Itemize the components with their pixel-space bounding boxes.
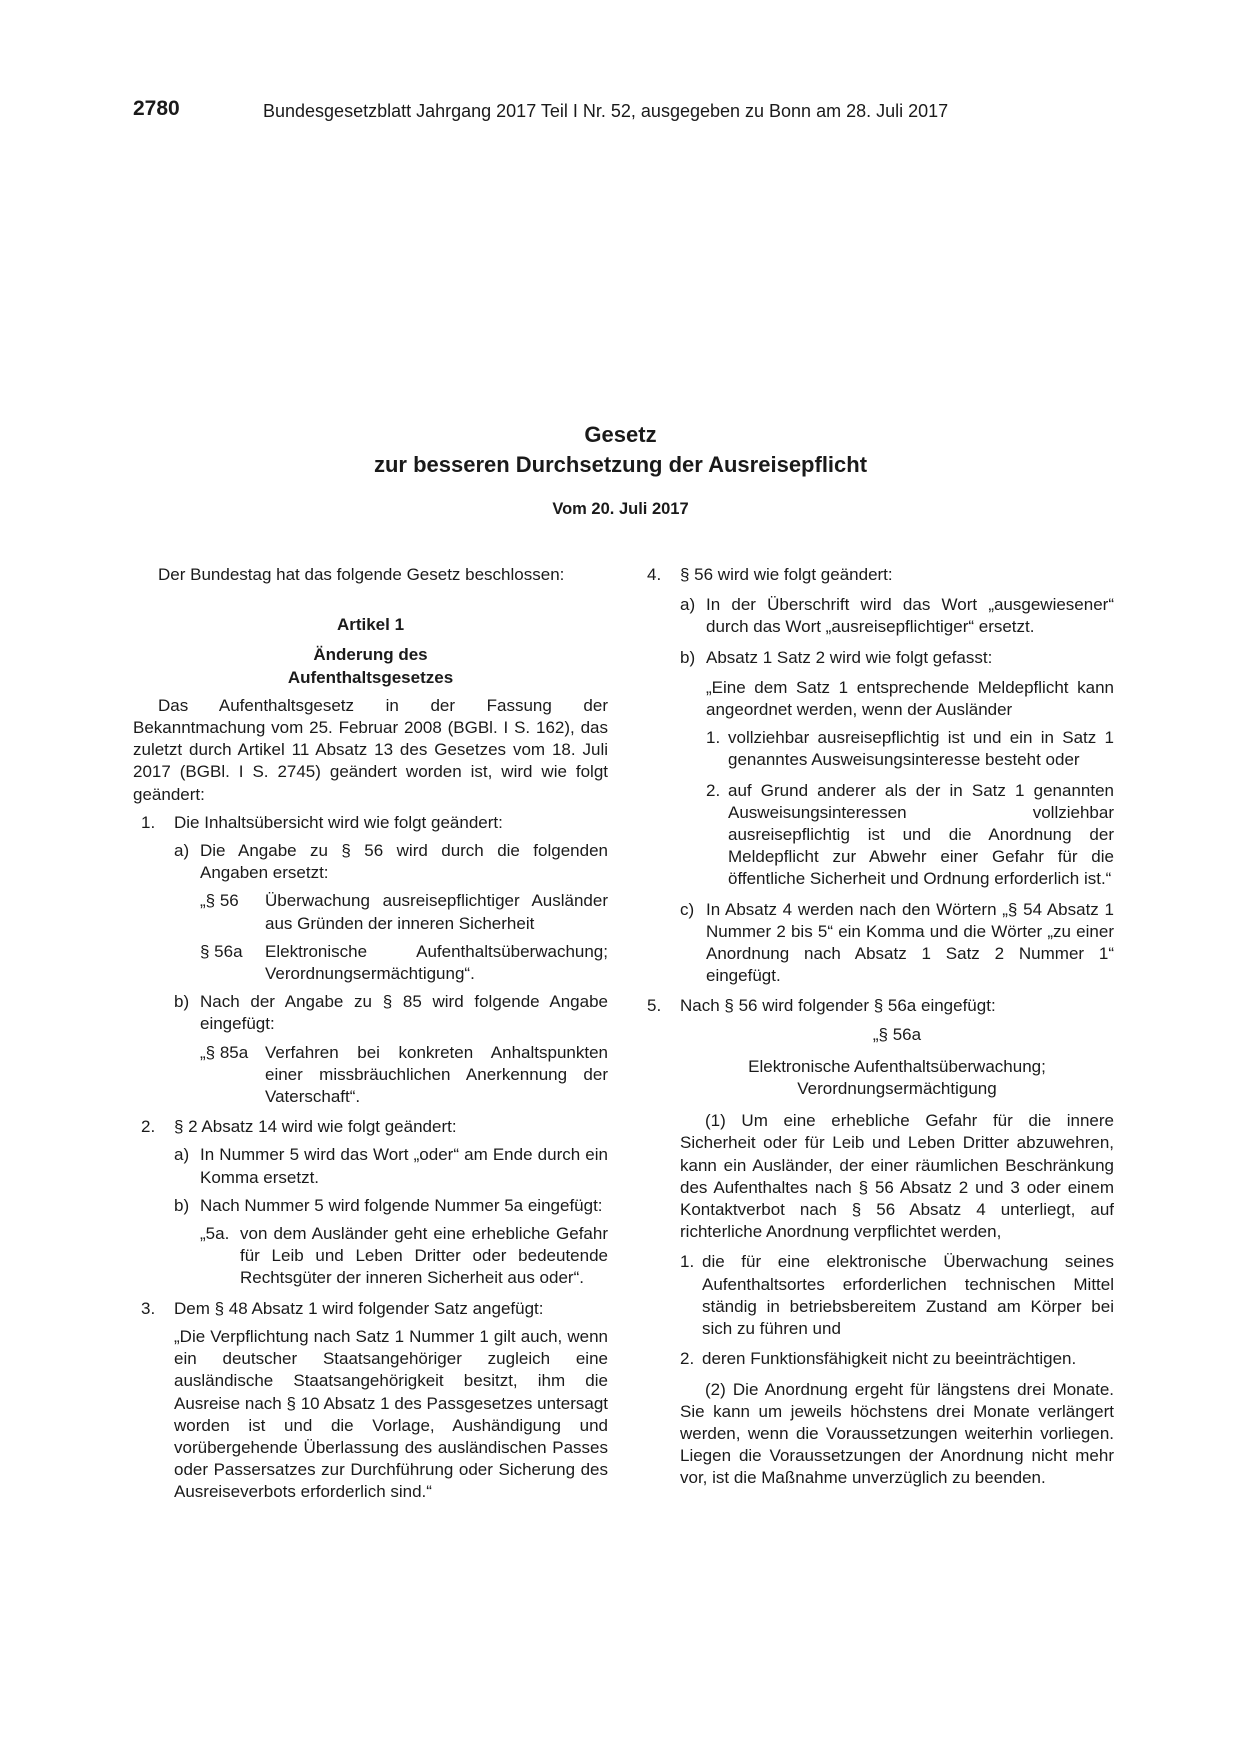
quote-item-1	[639, 727, 1114, 771]
quote-56-abs1: „Eine dem Satz 1 entsprechende Meldepflicht kann angeordnet werden, wenn der Ausländer	[706, 677, 1114, 720]
list-item-1	[133, 812, 608, 834]
left-column	[133, 564, 608, 1504]
item-letter: a)	[174, 1145, 190, 1165]
item-text: deren Funktionsfähigkeit nicht zu beeinträchtigen.	[702, 1349, 1077, 1369]
document-date: Vom 20. Juli 2017	[552, 500, 689, 518]
item-number: 1.	[680, 1252, 695, 1272]
paragraph-item-2	[680, 1348, 1114, 1370]
section-56a	[639, 1024, 1114, 1490]
list-item-2	[133, 1116, 608, 1138]
item-number: 2.	[141, 1117, 156, 1137]
quote-56a	[133, 941, 608, 985]
quote-label: § 56a	[200, 941, 243, 961]
right-column	[639, 564, 1114, 1490]
quote-48: „Die Verpflichtung nach Satz 1 Nummer 1 gilt auch, wenn ein deutscher Staatsangehöriger zugleich eine ausländische Staatsangehörigkeit besitzt, ihm die Ausreise nach § 10 Absatz 1 des Passgesetzes untersagt worden ist und die Vorlage, Aushändigung und vorübergehende Überlassung des ausländischen Passes oder Passersatzes zur Durchführung oder Sicherung des Ausreiseverbots erforderlich sind.“	[174, 1326, 608, 1502]
item-text: Nach § 56 wird folgender § 56a eingefügt:	[680, 996, 996, 1016]
section-heading: „§ 56a	[872, 1024, 922, 1044]
item-text: § 56 wird wie folgt geändert:	[680, 565, 893, 584]
quote-label: „§ 56	[200, 891, 239, 911]
paragraph-abs2: (2) Die Anordnung ergeht für längstens drei Monate. Sie kann um jeweils höchstens drei Monate verlängert werden, wenn die Voraussetzungen weiterhin vorliegen. Liegen die Voraussetzungen der Anordnung nicht mehr vor, ist die Maßnahme unverzüglich zu beenden.	[680, 1379, 1114, 1488]
item-text: Die Angabe zu § 56 wird durch die folgenden Angaben ersetzt:	[200, 841, 608, 883]
article-title-2: Aufenthaltsgesetzes	[287, 667, 454, 687]
item-text: § 2 Absatz 14 wird wie folgt geändert:	[174, 1117, 457, 1137]
item-text: vollziehbar ausreisepflichtig ist und ein in Satz 1 genanntes Ausweisungsinteresse besteht oder	[728, 728, 1114, 770]
list-item-1a	[133, 840, 608, 884]
preamble: Der Bundestag hat das folgende Gesetz beschlossen:	[158, 565, 565, 584]
item-letter: b)	[174, 1195, 190, 1215]
item-letter: c)	[680, 899, 695, 919]
item-text: In Absatz 4 werden nach den Wörtern „§ 54 Absatz 1 Nummer 2 bis 5“ ein Komma und die Wörter „zu einer Anordnung nach Absatz 1 Satz 2 Nummer 1“ eingefügt.	[706, 899, 1114, 986]
quote-5a	[133, 1223, 608, 1290]
quote-text: Elektronische Aufenthaltsüberwachung; Verordnungsermächtigung“.	[265, 941, 608, 984]
running-title: Bundesgesetzblatt Jahrgang 2017 Teil I Nr. 52, ausgegeben zu Bonn am 28. Juli 2017	[263, 101, 949, 121]
article-label: Artikel 1	[336, 615, 405, 635]
quote-56	[133, 890, 608, 934]
item-text: In Nummer 5 wird das Wort „oder“ am Ende durch ein Komma ersetzt.	[200, 1145, 608, 1187]
item-number: 4.	[647, 565, 662, 584]
paragraph-abs1: (1) Um eine erhebliche Gefahr für die innere Sicherheit oder für Leib und Leben Dritter abzuwehren, kann ein Ausländer, der einer räumlichen Beschränkung des Aufenthaltes nach § 56 Absatz 2 und 3 oder einem Kontaktverbot nach § 56 Absatz 4 unterliegt, auf richterliche Anordnung verpflichtet werden,	[680, 1111, 1114, 1242]
item-text: Die Inhaltsübersicht wird wie folgt geändert:	[174, 812, 503, 832]
item-number: 2.	[680, 1349, 695, 1369]
item-text: Dem § 48 Absatz 1 wird folgender Satz angefügt:	[174, 1298, 544, 1318]
item-letter: a)	[174, 841, 190, 861]
quote-text: von dem Ausländer geht eine erhebliche Gefahr für Leib und Leben Dritter oder bedeutende Rechtsgüter der inneren Sicherheit aus oder“.	[240, 1224, 608, 1288]
item-number: 2.	[706, 780, 721, 800]
list-item-4	[639, 564, 1114, 586]
item-number: 5.	[647, 996, 662, 1016]
section-title-1: Elektronische Aufenthaltsüberwachung;	[748, 1056, 1046, 1076]
title-line-2: zur besseren Durchsetzung der Ausreisepflicht	[373, 452, 868, 477]
article-title-1: Änderung des	[313, 645, 428, 665]
document-title	[0, 420, 1241, 480]
item-text: Absatz 1 Satz 2 wird wie folgt gefasst:	[706, 647, 993, 667]
quote-label: „§ 85a	[200, 1042, 249, 1062]
quote-85a	[133, 1042, 608, 1109]
list-item-2a	[133, 1144, 608, 1188]
item-text: die für eine elektronische Überwachung seines Aufenthaltsortes erforderlichen technischen Mittel ständig in betriebsbereitem Zustand am Körper bei sich zu führen und	[702, 1252, 1114, 1339]
article-intro: Das Aufenthaltsgesetz in der Fassung der Bekanntmachung vom 25. Februar 2008 (BGBl. I S. 162), das zuletzt durch Artikel 11 Absatz 13 des Gesetzes vom 18. Juli 2017 (BGBl. I S. 2745) geändert worden ist, wird wie folgt geändert:	[133, 695, 608, 804]
item-letter: b)	[174, 992, 190, 1012]
quote-item-2	[639, 780, 1114, 891]
title-line-1: Gesetz	[584, 422, 657, 447]
list-item-4b	[639, 647, 1114, 669]
section-title-2: Verordnungsermächtigung	[797, 1079, 997, 1099]
quote-text: Überwachung ausreisepflichtiger Ausländer aus Gründen der inneren Sicherheit	[265, 891, 608, 933]
item-number: 1.	[141, 812, 156, 832]
item-text: In der Überschrift wird das Wort „ausgewiesener“ durch das Wort „ausreisepflichtiger“ ersetzt.	[706, 595, 1114, 637]
list-item-1b	[133, 991, 608, 1035]
item-text: Nach Nummer 5 wird folgende Nummer 5a eingefügt:	[200, 1195, 603, 1215]
list-item-5	[639, 995, 1114, 1017]
list-item-4a	[639, 594, 1114, 638]
item-letter: a)	[680, 595, 696, 615]
item-text: auf Grund anderer als der in Satz 1 genannten Ausweisungsinteressen vollziehbar ausreisepflichtig ist und die Anordnung der Meldepflicht zur Abwehr einer Gefahr für die öffentliche Sicherheit und Ordnung erforderlich ist.“	[728, 780, 1114, 889]
list-item-4c	[639, 899, 1114, 988]
paragraph-item-1	[680, 1251, 1114, 1340]
item-number: 3.	[141, 1298, 156, 1318]
list-item-3	[133, 1298, 608, 1320]
item-text: Nach der Angabe zu § 85 wird folgende Angabe eingefügt:	[200, 992, 608, 1034]
page-number: 2780	[133, 97, 180, 120]
quote-label: „5a.	[200, 1224, 230, 1244]
item-number: 1.	[706, 728, 721, 748]
list-item-2b	[133, 1195, 608, 1217]
quote-text: Verfahren bei konkreten Anhaltspunkten einer missbräuchlichen Anerkennung der Vaterschaft“.	[265, 1042, 608, 1107]
item-letter: b)	[680, 647, 696, 667]
